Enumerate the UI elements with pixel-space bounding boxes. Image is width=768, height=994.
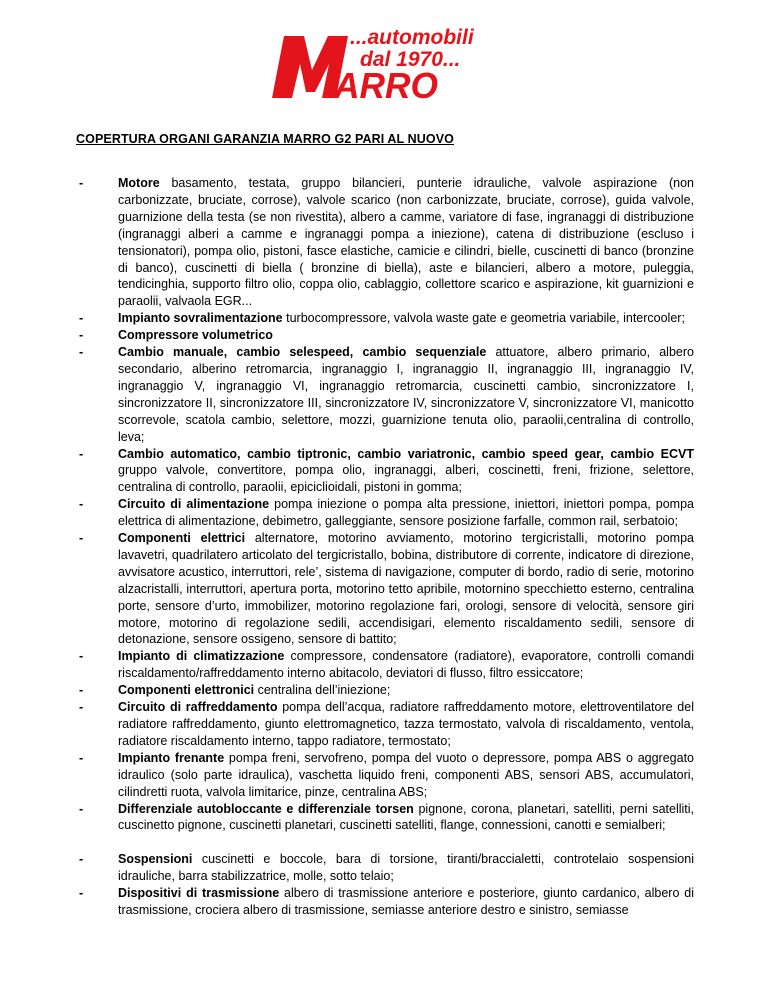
coverage-item [76,851,694,885]
coverage-item [76,344,694,445]
coverage-item-text: gruppo valvole, convertitore, pompa olio, ingranaggi, alberi, coscinetti, freni, frizione, selettore, centralina di controllo, paraolii, epiciclioidali, pistoni in gomma; [118,463,694,495]
bullet-dash: - [79,176,84,190]
coverage-item-heading: Cambio automatico, cambio tiptronic, cambio variatronic, cambio speed gear, cambio ECVT [118,446,694,461]
coverage-item-heading: Sospensioni [118,852,193,867]
bullet-dash: - [79,649,84,664]
page-title: COPERTURA ORGANI GARANZIA MARRO G2 PARI AL NUOVO [76,132,454,146]
coverage-item-text: pompa freni, servofreno, pompa del vuoto o depressore, pompa ABS o aggregato idraulico (solo parte idraulica), vaschetta liquido freni, componenti ABS, sensori ABS, accumulatori, cilindretti ruota, valvola limitarice, pinze, centralina ABS; [118,750,694,799]
coverage-item-text: alternatore, motorino avviamento, motorino tergicristalli, motorino pompa lavavetri, quadrilatero articolato del tergicristallo, bobina, distributore di corrente, indicatore di direzione, avvisatore acustico, interruttori, rele’, sistema di navigazione, computer di bordo, radio di serie, motorino alzacristalli, interruttori, apertura porta, motorino tetto apribile, motornino specchietto esterno, centralina porte, sensore d’urto, immobilizer, motorino regolazione fari, orologi, sensore di velocità, sensore giri motore, motorino di regolazione sedili, accendisigari, elemento riscaldamento sedili, sensore di detonazione, sensore ossigeno, sensore di battito; [118,531,694,647]
coverage-item [76,175,694,310]
bullet-dash: - [79,446,84,461]
bullet-dash: - [79,886,84,901]
coverage-item [76,496,694,530]
coverage-item [76,327,694,344]
bullet-dash: - [79,750,84,765]
bullet-dash: - [79,531,84,546]
coverage-item-text: attuatore, albero primario, albero secondario, alberino retromarcia, ingranaggio I, ingranaggio II, ingranaggio III, ingranaggio IV, ingranaggio V, ingranaggio VI, ingranaggio retromarcia, cuscinetti cambio, sincronizzatore I, sincronizzatore II, sincronizzatore III, sincronizzatore IV, sincronizzatore V, sincronizzatore VI, manicotto scorrevole, scatola cambio, selettore, mozzi, guarnizione tenuta olio, paraolii,centralina di controllo, leva; [118,345,694,444]
logo-tagline-line1: ...automobili [350,26,474,49]
coverage-item-text: turbocompressore, valvola waste gate e geometria variabile, intercooler; [286,311,685,326]
coverage-item-heading: Compressore volumetrico [118,328,273,343]
coverage-item [76,648,694,682]
coverage-item-heading: Circuito di alimentazione [118,497,270,512]
coverage-item [76,446,694,497]
coverage-item-heading: Componenti elettronici [118,683,255,698]
coverage-item-text: albero di trasmissione anteriore e posteriore, giunto cardanico, albero di trasmissione, crociera albero di trasmissione, semiasse anteriore destro e sinistro, semiasse [118,886,694,918]
coverage-item-heading: Motore [118,176,160,190]
coverage-item-heading: Componenti elettrici [118,531,246,546]
bullet-dash: - [79,345,84,360]
coverage-item [76,801,694,835]
coverage-item [76,530,694,648]
coverage-item-text: pompa dell’acqua, radiatore raffreddamento motore, elettroventilatore del radiatore raffreddamento, giunto elettromagnetico, tazza termostato, valvola di riscaldamento, ventola, radiatore riscaldamento interno, tappo radiatore, termostato; [118,700,694,748]
coverage-item-heading: Impianto frenante [118,750,225,765]
coverage-item [76,682,694,699]
coverage-item-text: compressore, condensatore (radiatore), evaporatore, controlli comandi riscaldamento/raffreddamento interno abitacolo, deviatori di flusso, filtro essiccatore; [118,649,694,681]
bullet-dash: - [79,700,84,715]
bullet-dash: - [79,801,84,816]
logo-tagline-line2: dal 1970... [360,48,461,71]
coverage-list [76,175,694,919]
coverage-item-heading: Circuito di raffreddamento [118,700,278,715]
coverage-item-heading: Cambio manuale, cambio selespeed, cambio sequenziale [118,345,487,360]
bullet-dash: - [79,328,84,343]
coverage-item-heading: Differenziale autobloccante e differenziale torsen [118,801,414,816]
bullet-dash: - [79,311,84,326]
bullet-dash: - [79,852,84,867]
bullet-dash: - [79,683,84,698]
logo-brand-text: ARRO [333,65,438,102]
coverage-item-text: pompa iniezione o pompa alta pressione, iniettori, iniettori pompa, pompa elettrica di alimentazione, debimetro, galleggiante, sensore posizione farfalle, common rail, serbatoio; [118,497,695,529]
coverage-item-text: pignone, corona, planetari, satelliti, perni satelliti, cuscinetto pignone, cuscinetti planetari, cuscinetti satelliti, flange, connessioni, canotti e semialberi; [118,801,694,833]
coverage-item-heading: Dispositivi di trasmissione [118,886,280,901]
coverage-item [76,885,694,919]
coverage-item [76,310,694,327]
coverage-item-text: centralina dell’iniezione; [257,683,391,698]
coverage-item [76,750,694,801]
coverage-item-text: cuscinetti e boccole, bara di torsione, tiranti/braccialetti, controtelaio sospensioni idrauliche, barra stabilizzatrice, molle, sotto telaio; [118,852,694,884]
marro-logo [270,22,510,102]
coverage-item-heading: Impianto di climatizzazione [118,649,285,664]
coverage-item-text: basamento, testata, gruppo bilancieri, punterie idrauliche, valvole aspirazione (non carbonizzate, bruciate, corrose), valvole scarico (non carbonizzate, bruciate, corrose), guida valvole, guarnizione della testa (se non rivestita), albero a camme, variatore di fase, ingranaggi di distribuzione (ingranaggi alberi a camme e ingranaggi pompa a iniezione), catena di distribuzione (escluso i tensionatori), pompa olio, pistoni, fasce elastiche, camicie e cilindri, bielle, cuscinetti di banco (bronzine di banco), cuscinetti di biella ( bronzine di biella), aste e bilancieri, albero a motore, puleggia, tendicinghia, supporto filtro olio, coppa olio, cablaggio, collettore scarico e aspirazione, kit guarnizioni e paraolii, valvaola EGR... [118,176,694,309]
coverage-item-heading: Impianto sovralimentazione [118,311,283,326]
coverage-item [76,699,694,750]
bullet-dash: - [79,497,84,512]
